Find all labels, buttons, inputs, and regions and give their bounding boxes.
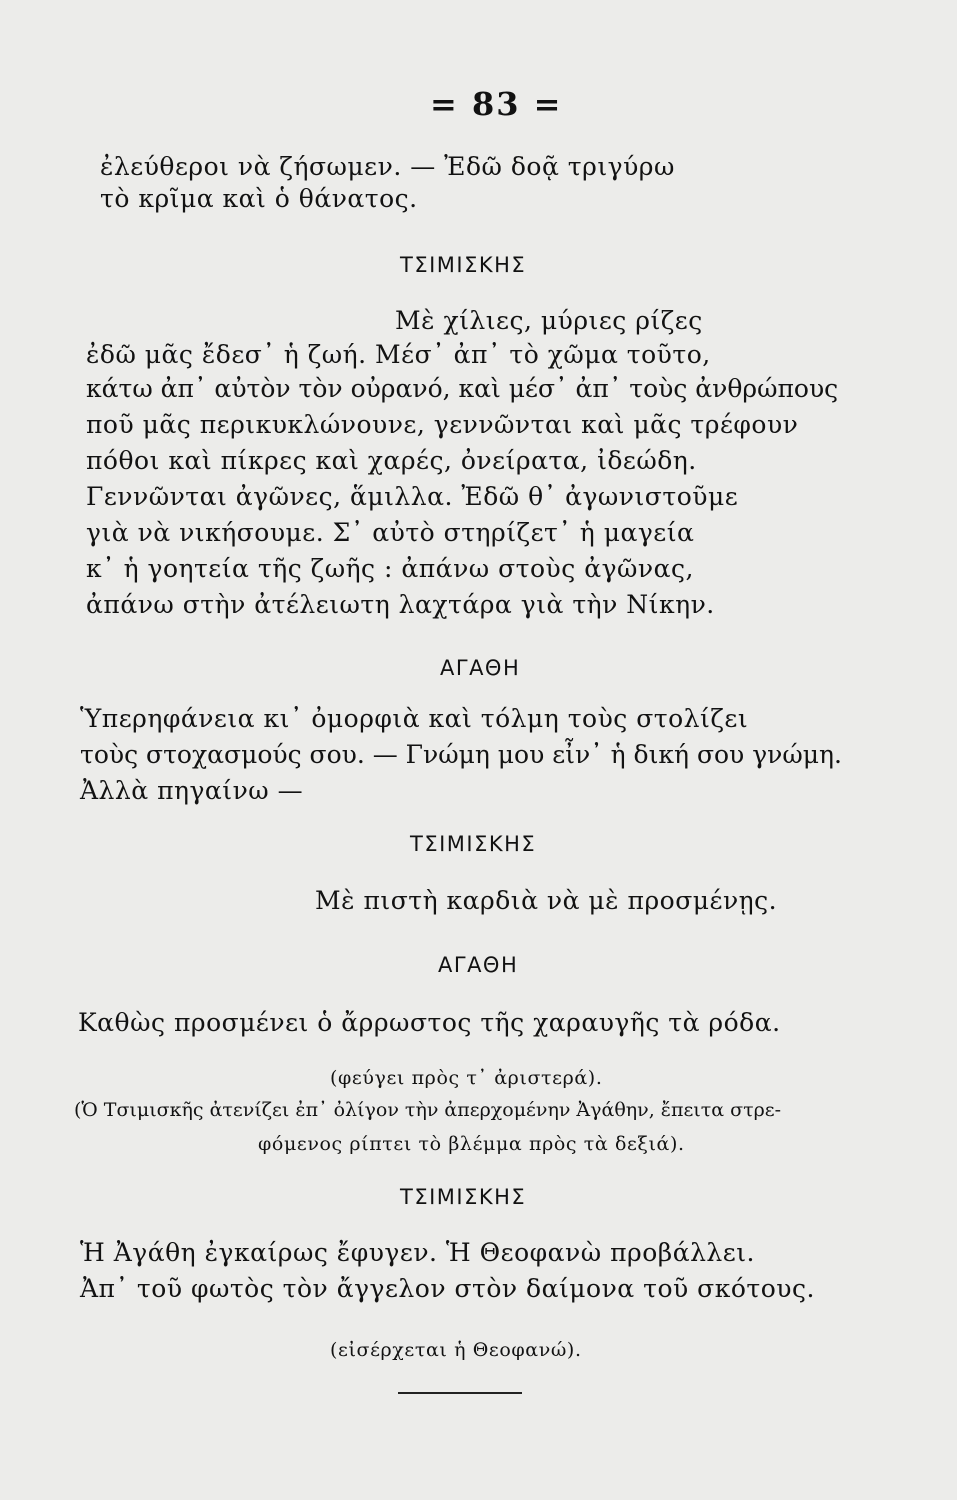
text-line: κ᾽ ἡ γοητεία τῆς ζωῆς : ἀπάνω στοὺς ἀγῶνας, bbox=[86, 554, 694, 583]
speaker-name: ΤΣΙΜΙΣΚΗΣ bbox=[410, 832, 537, 856]
page-number: = 83 = bbox=[430, 85, 563, 123]
text-line: τοὺς στοχασμούς σου. — Γνώμη μου εἶν᾽ ἡ δική σου γνώμη. bbox=[80, 740, 842, 769]
text-line: ποῦ μᾶς περικυκλώνουνε, γεννῶνται καὶ μᾶς τρέφουν bbox=[86, 410, 799, 439]
stage-direction: (εἰσέρχεται ἡ Θεοφανώ). bbox=[330, 1339, 582, 1361]
text-line: τὸ κρῖμα καὶ ὁ θάνατος. bbox=[100, 184, 418, 213]
end-rule bbox=[398, 1392, 522, 1394]
text-line: Μὲ χίλιες, μύριες ρίζες bbox=[395, 306, 703, 335]
text-line: ἀπάνω στὴν ἀτέλειωτη λαχτάρα γιὰ τὴν Νίκην. bbox=[86, 590, 715, 619]
text-line: Μὲ πιστὴ καρδιὰ νὰ μὲ προσμένῃς. bbox=[315, 886, 778, 915]
speaker-name: ΤΣΙΜΙΣΚΗΣ bbox=[400, 1185, 527, 1209]
speaker-name: ΤΣΙΜΙΣΚΗΣ bbox=[400, 253, 527, 277]
text-line: κάτω ἀπ᾽ αὐτὸν τὸν οὐρανό, καὶ μέσ᾽ ἀπ᾽ τοὺς ἀνθρώπους bbox=[86, 374, 839, 403]
text-line: ἐλεύθεροι νὰ ζήσωμεν. — Ἐδῶ δοᾷ τριγύρω bbox=[100, 152, 675, 181]
text-line: πόθοι καὶ πίκρες καὶ χαρές, ὀνείρατα, ἰδεώδη. bbox=[86, 446, 697, 475]
text-line: Ὑπερηφάνεια κι᾽ ὀμορφιὰ καὶ τόλμη τοὺς στολίζει bbox=[80, 704, 749, 733]
text-line: Γεννῶνται ἀγῶνες, ἅμιλλα. Ἐδῶ θ᾽ ἀγωνιστοῦμε bbox=[86, 482, 739, 511]
speaker-name: ΑΓΑΘΗ bbox=[440, 656, 521, 680]
text-line: ἐδῶ μᾶς ἔδεσ᾽ ἡ ζωή. Μέσ᾽ ἀπ᾽ τὸ χῶμα τοῦτο, bbox=[86, 340, 711, 369]
text-line: γιὰ νὰ νικήσουμε. Σ᾽ αὐτὸ στηρίζετ᾽ ἡ μαγεία bbox=[86, 518, 695, 547]
text-line: Ἀλλὰ πηγαίνω — bbox=[80, 776, 304, 805]
text-line: Ἡ Ἀγάθη ἐγκαίρως ἔφυγεν. Ἡ Θεοφανὼ προβάλλει. bbox=[80, 1238, 755, 1267]
stage-direction: (φεύγει πρὸς τ᾽ ἀριστερά). bbox=[330, 1067, 603, 1089]
text-line: Ἀπ᾽ τοῦ φωτὸς τὸν ἄγγελον στὸν δαίμονα τοῦ σκότους. bbox=[80, 1274, 815, 1303]
stage-direction: (Ὁ Τσιμισκῆς ἀτενίζει ἐπ᾽ ὀλίγον τὴν ἀπερχομένην Ἀγάθην, ἔπειτα στρε- bbox=[74, 1099, 782, 1121]
stage-direction: φόμενος ρίπτει τὸ βλέμμα πρὸς τὰ δεξιά). bbox=[258, 1133, 685, 1155]
speaker-name: ΑΓΑΘΗ bbox=[438, 953, 519, 977]
text-line: Καθὼς προσμένει ὁ ἄρρωστος τῆς χαραυγῆς τὰ ρόδα. bbox=[78, 1008, 781, 1037]
